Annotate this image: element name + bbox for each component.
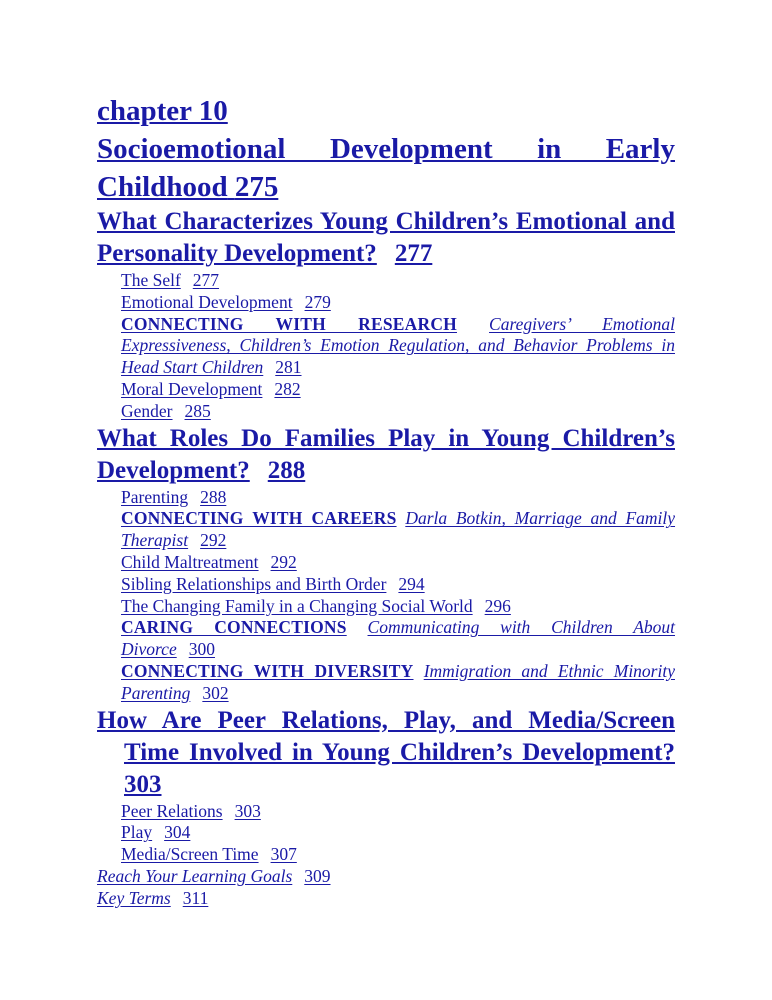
entry-link[interactable]: The Self [121, 270, 181, 290]
toc-entry-gender [97, 401, 675, 423]
entry-page-link[interactable]: 281 [275, 357, 302, 378]
chapter-title-link[interactable]: Socioemotional Development in Early Childhood 275 [97, 133, 675, 203]
toc-entry-key-terms [97, 888, 675, 910]
feature-label-link[interactable]: CONNECTING WITH CAREERS [121, 508, 397, 529]
entry-link[interactable]: Peer Relations [121, 800, 223, 821]
table-of-contents [97, 92, 675, 910]
section-link[interactable]: What Roles Do Families Play in Young Children’s Development? [97, 424, 675, 484]
entry-link[interactable]: Gender [121, 400, 173, 421]
feature-label-link[interactable]: CONNECTING WITH RESEARCH [121, 313, 457, 334]
entry-link[interactable]: The Changing Family in a Changing Social World [121, 595, 473, 616]
entry-page-link[interactable]: 279 [304, 291, 331, 312]
entry-page-link[interactable]: 292 [270, 551, 297, 572]
toc-entry-media-screen-time [97, 844, 675, 866]
entry-page-link[interactable]: 282 [274, 378, 301, 399]
chapter-label [97, 92, 675, 130]
entry-page-link[interactable]: 302 [202, 682, 229, 703]
section-heading-peer-relations [97, 705, 675, 801]
entry-page-link[interactable]: 304 [164, 822, 191, 843]
entry-page-link[interactable]: 307 [270, 844, 297, 865]
toc-entry-reach-your-learning-goals [97, 866, 675, 888]
entry-page-link[interactable]: 303 [234, 800, 261, 821]
toc-entry-connecting-with-careers [97, 508, 675, 552]
entry-link[interactable]: Play [121, 822, 153, 843]
chapter-title [97, 130, 675, 206]
section-link[interactable]: What Characterizes Young Children’s Emotional and Personality Development? [97, 208, 675, 267]
section-link[interactable]: How Are Peer Relations, Play, and Media/Screen Time Involved in Young Children’s Development? [97, 706, 675, 766]
entry-page-link[interactable]: 294 [398, 573, 425, 594]
section-heading-families [97, 423, 675, 487]
toc-entry-peer-relations [97, 801, 675, 823]
entry-link[interactable]: Child Maltreatment [121, 551, 259, 572]
feature-label-link[interactable]: CONNECTING WITH DIVERSITY [121, 660, 414, 681]
toc-entry-connecting-with-research [97, 314, 675, 379]
entry-page-link[interactable]: 285 [184, 400, 211, 421]
toc-entry-play [97, 822, 675, 844]
toc-entry-emotional-development [97, 292, 675, 314]
entry-link[interactable]: Reach Your Learning Goals [97, 865, 293, 886]
entry-page-link[interactable]: 309 [304, 865, 331, 886]
entry-page-link[interactable]: 300 [188, 639, 215, 660]
toc-entry-moral-development [97, 379, 675, 401]
entry-page-link[interactable]: 296 [484, 595, 511, 616]
toc-entry-caring-connections [97, 617, 675, 661]
toc-entry-parenting [97, 487, 675, 509]
feature-title-link[interactable]: Caregivers’ Emotional Expressiveness, Children’s Emotion Regulation, and Behavior Problems in Head Start Children [121, 313, 675, 378]
section-page-link[interactable]: 277 [394, 240, 433, 267]
entry-link[interactable]: Parenting [121, 486, 189, 507]
entry-page-link[interactable]: 292 [200, 530, 227, 551]
toc-entry-changing-family [97, 596, 675, 618]
entry-link[interactable]: Key Terms [97, 887, 171, 908]
entry-page-link[interactable]: 277 [192, 270, 220, 290]
feature-title-link[interactable]: Immigration and Ethnic Minority Parenting [121, 660, 675, 703]
section-page-link[interactable]: 288 [267, 456, 306, 484]
entry-link[interactable]: Media/Screen Time [121, 844, 259, 865]
entry-link[interactable]: Sibling Relationships and Birth Order [121, 573, 387, 594]
entry-link[interactable]: Moral Development [121, 378, 263, 399]
entry-page-link[interactable]: 311 [182, 887, 209, 908]
section-heading-emotional-personality [97, 206, 675, 270]
entry-link[interactable]: Emotional Development [121, 291, 293, 312]
toc-entry-the-self [97, 270, 675, 292]
section-page-link[interactable]: 303 [124, 770, 162, 798]
chapter-label-link[interactable]: chapter 10 [97, 95, 228, 127]
feature-title-link[interactable]: Darla Botkin, Marriage and Family Therapist [121, 508, 676, 551]
feature-title-link[interactable]: Communicating with Children About Divorce [121, 617, 675, 660]
toc-entry-child-maltreatment [97, 552, 675, 574]
toc-entry-connecting-with-diversity [97, 661, 675, 705]
toc-entry-sibling-relationships [97, 574, 675, 596]
feature-label-link[interactable]: CARING CONNECTIONS [121, 617, 347, 638]
entry-page-link[interactable]: 288 [200, 486, 227, 507]
